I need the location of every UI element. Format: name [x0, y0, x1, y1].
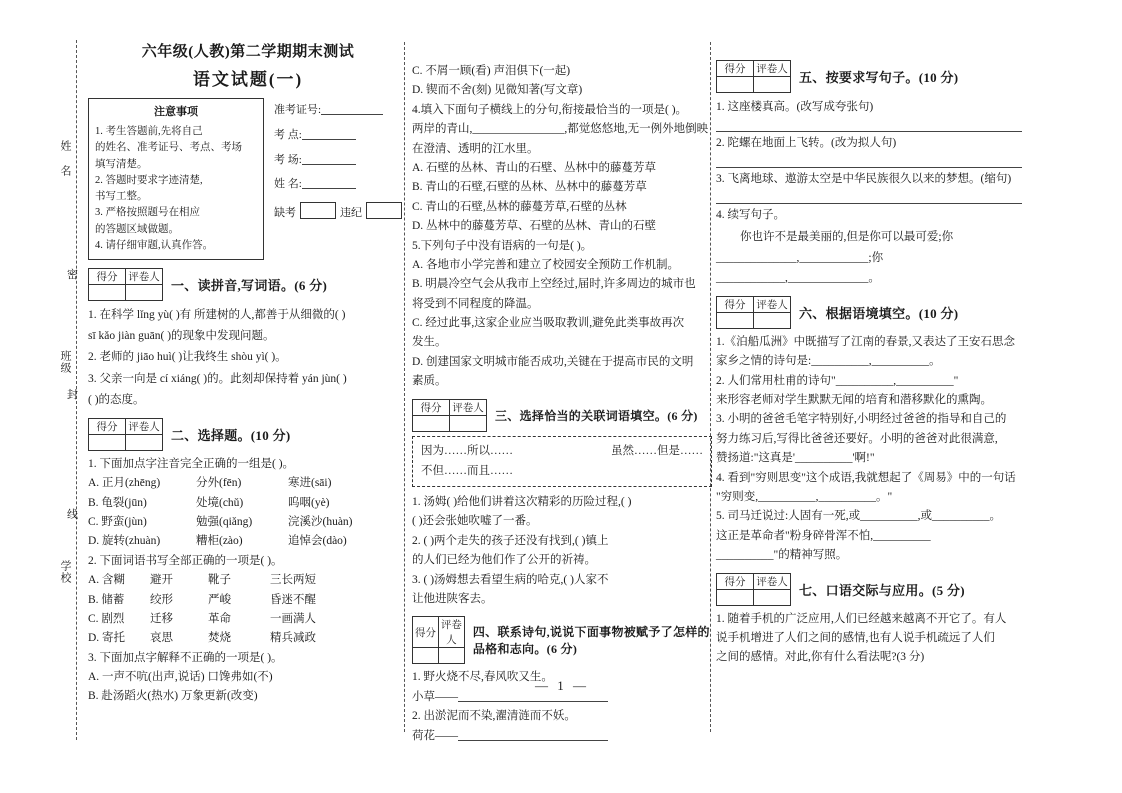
s2-q5-opt-a: A. 各地市小学完善和建立了校园安全预防工作机制。	[412, 258, 680, 271]
score-label-6: 得分	[717, 296, 754, 312]
score-label-2: 得分	[89, 418, 126, 434]
notice-line-1: 1. 考生答题前,先将自己	[95, 126, 203, 138]
s5-a3[interactable]	[716, 191, 1022, 204]
score-table-7	[716, 573, 791, 606]
s5-q4-text: 你也许不是最美丽的,但是你可以最可爱;你	[740, 230, 954, 243]
s2-q2-c-2: 迁移	[150, 612, 173, 625]
s2-q2-c-1: C. 剧烈	[88, 612, 125, 625]
marker-value-2[interactable]	[126, 434, 163, 450]
notice-line-2: 的姓名、准考证号、考点、考场	[95, 142, 242, 154]
field-exam-number-label: 准考证号:	[274, 104, 322, 116]
s2-q4-opt-a: A. 石壁的丛林、青山的石壁、丛林中的藤蔓芳草	[412, 161, 657, 174]
s6-line-2[interactable]: 家乡之情的诗句是:__________,__________。	[716, 355, 941, 368]
s2-q1-a-1: A. 正月(zhēng)	[88, 477, 161, 490]
s2-q2: 2. 下面词语书写全部正确的一项是( )。	[88, 554, 283, 567]
notice-line-5: 书写工整。	[95, 191, 148, 203]
s3-line-2: ( )还会张她吹嘘了一番。	[412, 515, 538, 528]
s2-q4-opt-c: C. 青山的石壁,丛林的藤蔓芳草,石壁的丛林	[412, 200, 627, 213]
score-value-4[interactable]	[413, 648, 439, 664]
seal-char-feng: 封	[67, 389, 79, 401]
s4-line-4	[412, 727, 712, 745]
s7-line-1: 1. 随着手机的广泛应用,人们已经越来越离不开它了。有人	[716, 612, 1007, 625]
s2-q2-a-1: A. 含糊	[88, 574, 126, 587]
s2-q2-opt-b	[88, 591, 408, 609]
marker-label-2: 评卷人	[126, 418, 163, 434]
s2-q2-opt-a	[88, 571, 408, 589]
marker-value-6[interactable]	[754, 312, 791, 328]
score-table-3	[412, 399, 487, 432]
s5-q3: 3. 飞离地球、遨游太空是中华民族很久以来的梦想。(缩句)	[716, 173, 1012, 186]
s2-q5-opt-d2: 素质。	[412, 375, 447, 388]
notice-line-3: 填写清楚。	[95, 158, 148, 170]
s7-line-3: 之间的感情。对此,你有什么看法呢?(3 分)	[716, 651, 925, 664]
s3-line-4: 的人们已经为他们作了公开的祈祷。	[412, 554, 596, 567]
absent-checkbox[interactable]	[300, 202, 336, 219]
marker-value-3[interactable]	[450, 415, 487, 431]
field-exam-room-input[interactable]	[302, 152, 356, 165]
s6-line-9[interactable]: "穷则变,__________,__________。"	[716, 491, 893, 503]
s5-q4-blanks[interactable]: ______________,____________;你____________,______________。	[716, 251, 884, 284]
s2-q2-d-4: 精兵减政	[270, 632, 316, 645]
marker-label-1: 评卷人	[126, 269, 163, 285]
s2-q5-opt-c2: 发生。	[412, 336, 447, 349]
s1-line-4: 3. 父亲一向是 cí xiáng( )的。此刻却保持着 yán jùn( )	[88, 372, 347, 385]
section-seven	[716, 573, 1022, 667]
s1-line-2: sī kǎo jiàn guān( )的现象中发现问题。	[88, 330, 275, 343]
s2-q1-opt-a	[88, 474, 408, 492]
score-label-3: 得分	[413, 399, 450, 415]
s2-q1-c-2: 勉强(qiǎng)	[196, 515, 253, 528]
s6-line-6: 努力练习后,写得比爸爸还要好。小明的爸爸对此很满意,	[716, 432, 998, 445]
field-exam-site[interactable]	[274, 123, 408, 148]
score-table-2	[88, 418, 163, 451]
marker-label-3: 评卷人	[450, 399, 487, 415]
s2-q1-opt-b	[88, 494, 408, 512]
s2-q2-b-2: 绞形	[150, 593, 173, 606]
s6-line-1: 1.《泊船瓜洲》中既描写了江南的春景,又表达了王安石思念	[716, 335, 1015, 348]
s2-q1-opt-c	[88, 513, 408, 531]
s2-q4-stem: 4.填入下面句子横线上的分句,衔接最恰当的一项是( )。	[412, 103, 688, 116]
section-two-title: 二、选择题。(10 分)	[171, 427, 291, 443]
s7-line-2: 说手机增进了人们之间的感情,也有人说手机疏远了人们	[716, 631, 995, 644]
s2-q3: 3. 下面加点字解释不正确的一项是( )。	[88, 651, 283, 664]
s4-answer-label-2: 荷花——	[412, 729, 458, 742]
page-number: — 1 —	[535, 677, 589, 693]
s3-line-1: 1. 汤姆( )给他们讲着这次精彩的历险过程,( )	[412, 496, 632, 509]
section-two-body	[88, 455, 408, 706]
notice-line-7: 的答题区域做题。	[95, 223, 179, 235]
field-exam-room-label: 考 场:	[274, 153, 302, 166]
s5-answer-line-1[interactable]	[716, 119, 1022, 132]
field-exam-number-input[interactable]	[321, 102, 383, 115]
s5-answer-line-2[interactable]	[716, 155, 1022, 168]
s5-q4: 4. 续写句子。	[716, 209, 785, 222]
score-table-5	[716, 60, 791, 93]
margin-label-school: 学校	[59, 560, 71, 584]
s2-q4-opt-b: B. 青山的石壁,石壁的丛林、丛林中的藤蔓芳草	[412, 181, 647, 194]
section-two	[88, 418, 408, 706]
notice-line-8: 4. 请仔细审题,认真作答。	[95, 239, 214, 251]
s2-q4-opt-d: D. 丛林中的藤蔓芳草、石壁的丛林、青山的石壁	[412, 220, 657, 233]
section-six-title: 六、根据语境填空。(10 分)	[799, 305, 959, 321]
section-three-body	[412, 493, 712, 608]
s5-q2: 2. 陀螺在地面上飞转。(改为拟人句)	[716, 137, 897, 150]
section-seven-body	[716, 610, 1022, 667]
s2-q5-opt-c1: C. 经过此事,这家企业应当吸取教训,避免此类事故再次	[412, 317, 685, 330]
section-two-continued	[412, 62, 712, 391]
s2-q2-b-3: 严峻	[208, 593, 231, 606]
s2-q2-opt-d	[88, 629, 408, 647]
s2-q3-opt-b: B. 赴汤蹈火(热水) 万象更新(改变)	[88, 690, 258, 703]
score-label-1: 得分	[89, 269, 126, 285]
s4-line-3: 2. 出淤泥而不染,濯清涟而不妖。	[412, 710, 576, 723]
word-bank-2: 虽然……但是……	[611, 444, 703, 457]
field-exam-room[interactable]	[274, 148, 408, 173]
s2-q2-d-3: 焚烧	[208, 632, 231, 645]
s4-answer-label-1: 小草——	[412, 690, 458, 703]
section-four-title: 四、联系诗句,说说下面事物被赋予了怎样的品格和志向。(6 分)	[472, 625, 710, 657]
section-seven-title: 七、口语交际与应用。(5 分)	[799, 582, 965, 598]
s2-q5-opt-b2: 将受到不同程度的降温。	[412, 297, 539, 310]
column-3	[716, 40, 1022, 668]
notice-title: 注意事项	[154, 106, 198, 118]
score-value-2[interactable]	[89, 434, 126, 450]
s2-q5-opt-b1: B. 明晨冷空气会从我市上空经过,届时,许多周边的城市也	[412, 278, 696, 291]
section-five-body	[716, 97, 1022, 288]
status-boxes	[274, 201, 408, 226]
marker-label-4: 评卷人	[438, 617, 464, 648]
s2-q1-d-1: D. 旋转(zhuàn)	[88, 535, 161, 548]
marker-value-1[interactable]	[126, 285, 163, 301]
candidate-info-block	[274, 98, 408, 226]
score-value-5[interactable]	[717, 77, 754, 93]
s5-a1[interactable]	[716, 119, 1022, 132]
field-exam-number[interactable]	[274, 98, 408, 123]
s2-q3-opt-d: D. 锲而不舍(刻) 见微知著(写文章)	[412, 84, 583, 97]
s6-line-4: 来形容老师对学生默默无闻的培育和潜移默化的熏陶。	[716, 394, 992, 407]
s2-q2-b-4: 昏迷不醒	[270, 593, 316, 606]
s5-a2[interactable]	[716, 155, 1022, 168]
column-2	[412, 40, 712, 746]
score-value-7[interactable]	[717, 589, 754, 605]
margin-label-class: 班级	[59, 350, 71, 374]
exam-title: 六年级(人教)第二学期期末测试	[141, 44, 355, 60]
s2-q2-a-3: 靴子	[208, 574, 231, 587]
notice-box	[88, 98, 264, 260]
s1-line-3: 2. 老师的 jiāo huì( )让我终生 shòu yì( )。	[88, 351, 287, 364]
notice-line-6: 3. 严格按照题号在相应	[95, 207, 200, 219]
section-three-title: 三、选择恰当的关联词语填空。(6 分)	[495, 408, 698, 423]
marker-value-4[interactable]	[438, 648, 464, 664]
field-exam-site-label: 考 点:	[274, 128, 302, 141]
absent-label: 缺考	[274, 207, 296, 219]
margin-strip	[28, 40, 80, 740]
exam-subtitle: 语文试题(一)	[192, 70, 304, 89]
section-one-body	[88, 305, 408, 410]
s1-line-1: 1. 在科学 lǐng yù( )有 所建树的人,都善于从细微的( )	[88, 309, 346, 322]
s2-q3-opt-c: C. 不屑一顾(看) 声泪俱下(一起)	[412, 65, 571, 77]
field-student-name[interactable]	[274, 172, 408, 197]
s2-q2-b-1: B. 储蓄	[88, 593, 125, 606]
s2-q5-stem: 5.下列句子中没有语病的一句是( )。	[412, 239, 593, 252]
score-label-7: 得分	[717, 573, 754, 589]
s2-q1-opt-d	[88, 532, 408, 550]
score-value-3[interactable]	[413, 415, 450, 431]
word-bank-3: 不但……而且……	[421, 465, 513, 478]
violation-checkbox[interactable]	[366, 202, 402, 219]
s2-q2-c-4: 一画满人	[270, 612, 316, 625]
s2-q2-d-2: 哀思	[150, 632, 173, 645]
s2-q1-d-2: 糟柜(zào)	[196, 535, 243, 548]
s6-line-11[interactable]: 这正是革命者"粉身碎骨浑不怕,__________	[716, 529, 931, 542]
s2-q4-line-1: 两岸的青山,________________,都觉悠悠地,无一例外地倒映	[412, 123, 709, 136]
marker-label-7: 评卷人	[754, 573, 791, 589]
violation-label: 违纪	[340, 207, 362, 219]
seal-char-mi: 密	[67, 269, 79, 281]
field-student-name-input[interactable]	[302, 176, 356, 189]
s2-q2-d-1: D. 寄托	[88, 632, 126, 645]
marker-value-7[interactable]	[754, 589, 791, 605]
s2-q2-opt-c	[88, 610, 408, 628]
section-three	[412, 399, 712, 609]
margin-label-name: 姓 名	[59, 140, 71, 177]
section-five-title: 五、按要求写句子。(10 分)	[799, 70, 959, 85]
s2-q1-b-3: 呜咽(yè)	[288, 496, 330, 509]
section-six-body	[716, 333, 1022, 565]
marker-value-5[interactable]	[754, 77, 791, 93]
score-value-6[interactable]	[717, 312, 754, 328]
s2-q1-a-3: 寒进(sāi)	[288, 477, 332, 490]
s2-q2-c-3: 革命	[208, 612, 231, 625]
marker-label-5: 评卷人	[754, 61, 791, 77]
section-one-title: 一、读拼音,写词语。(6 分)	[171, 278, 328, 294]
field-exam-site-input[interactable]	[302, 127, 356, 140]
s6-line-3[interactable]: 2. 人们常用杜甫的诗句"__________,__________"	[716, 374, 959, 387]
s2-q1: 1. 下面加点字注音完全正确的一组是( )。	[88, 457, 295, 470]
score-table-4	[412, 616, 465, 664]
s2-q3-opt-a: A. 一声不吭(出声,说话) 口馋弗如(不)	[88, 671, 273, 684]
s2-q4-line-2: 在澄清、透明的江水里。	[412, 142, 539, 155]
s6-line-12[interactable]: __________"的精神写照。	[716, 549, 848, 562]
s6-line-8: 4. 看到"穷则思变"这个成语,我就想起了《周易》中的一句话	[716, 471, 1016, 484]
s3-line-5: 3. ( )汤姆想去看望生病的哈克,( )人家不	[412, 573, 609, 586]
section-six	[716, 296, 1022, 565]
score-label-5: 得分	[717, 61, 754, 77]
s2-q5-opt-d1: D. 创建国家文明城市能否成功,关键在于提高市民的文明	[412, 355, 694, 368]
s3-line-3: 2. ( )两个走失的孩子还没有找到,( )镇上	[412, 534, 609, 547]
s6-line-10[interactable]: 5. 司马迁说过:人固有一死,或__________,或__________。	[716, 510, 1001, 523]
s3-line-6: 让他进陕客去。	[412, 592, 493, 605]
s2-q1-a-2: 分外(fēn)	[196, 477, 242, 490]
s2-q2-a-2: 避开	[150, 574, 173, 587]
word-bank-1: 因为……所以……	[421, 444, 513, 457]
s1-line-5: ( )的态度。	[88, 393, 145, 406]
marker-label-6: 评卷人	[754, 296, 791, 312]
word-bank-box	[412, 436, 712, 487]
s2-q1-b-1: B. 龟裂(jūn)	[88, 496, 147, 509]
s6-line-5: 3. 小明的爸爸毛笔字特别好,小明经过爸爸的指导和自己的	[716, 413, 1007, 426]
seal-char-xian: 线	[67, 509, 79, 521]
score-table-1	[88, 268, 163, 301]
s2-q1-d-3: 追悼会(dào)	[288, 535, 347, 548]
score-label-4: 得分	[413, 617, 439, 648]
score-value-1[interactable]	[89, 285, 126, 301]
field-student-name-label: 姓 名:	[274, 178, 302, 191]
s2-q1-b-2: 处境(chǔ)	[196, 496, 244, 509]
score-table-6	[716, 296, 791, 329]
s5-q1: 1. 这座楼真高。(改写成夸张句)	[716, 101, 874, 113]
s2-q2-a-4: 三长两短	[270, 574, 316, 587]
section-one	[88, 268, 408, 410]
s4-answer-blank-2[interactable]	[458, 728, 608, 741]
notice-line-4: 2. 答题时要求字迹清楚,	[95, 174, 203, 186]
s4-line-1: 1. 野火烧不尽,春风吹又生。	[412, 671, 553, 684]
s2-q1-c-3: 浣溪沙(huàn)	[288, 515, 353, 528]
s2-q1-c-1: C. 野蛮(jùn)	[88, 515, 147, 528]
column-1	[88, 40, 408, 707]
s6-line-7[interactable]: 赞扬道:"这真是'__________'啊!"	[716, 452, 875, 465]
section-five	[716, 60, 1022, 288]
s5-answer-line-3[interactable]	[716, 191, 1022, 204]
